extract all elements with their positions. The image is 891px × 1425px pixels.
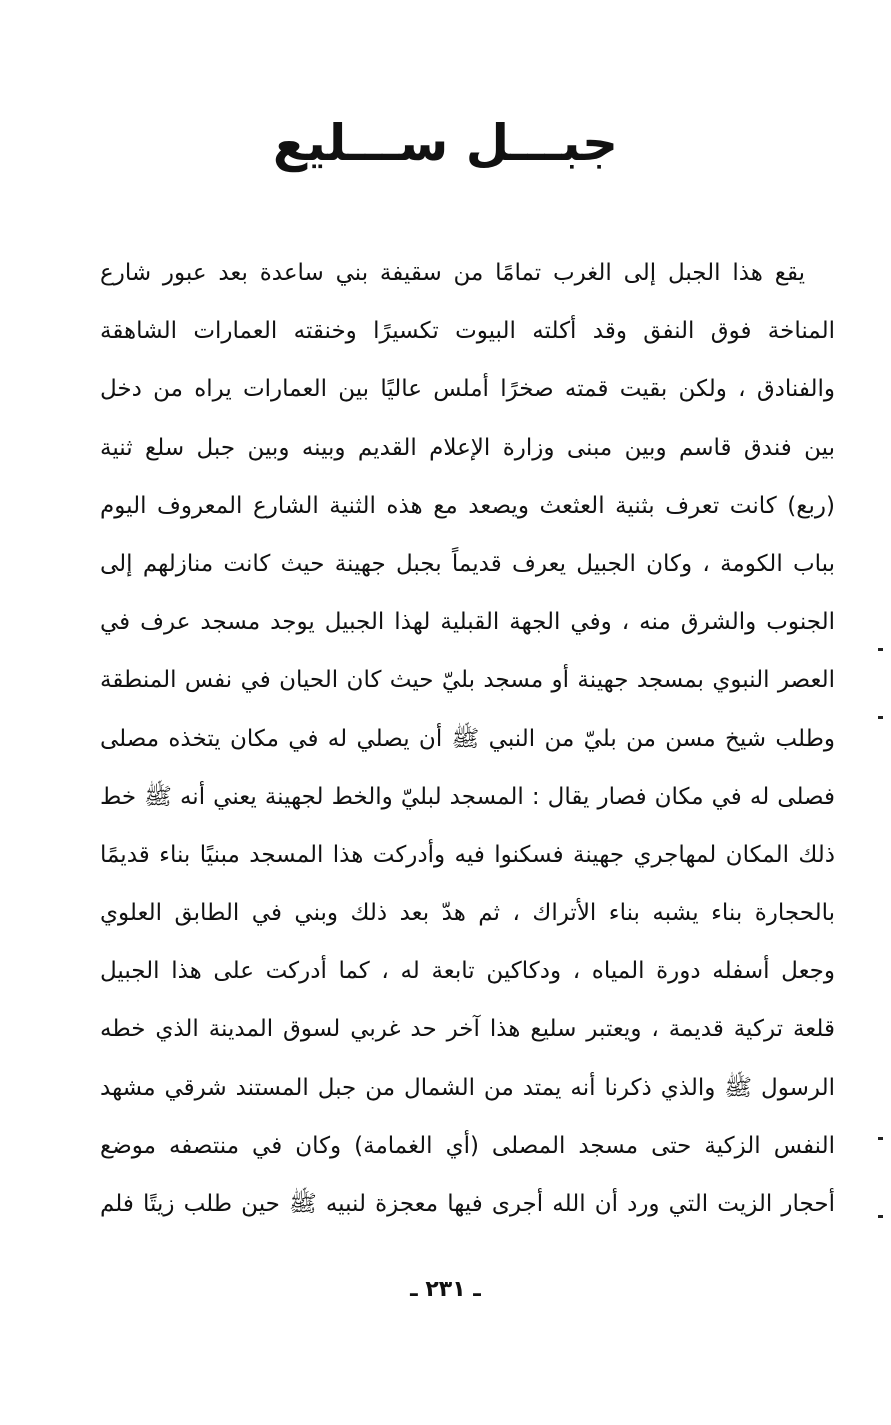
page-number: ـ ٢٣١ ـ: [410, 1277, 481, 1302]
text-line: ذلك المكان لمهاجري جهينة فسكنوا فيه وأدركت هذا المسجد مبنيًا بناء قديمًا: [100, 841, 835, 868]
body-paragraph: [100, 244, 835, 1233]
text-line: بالحجارة بناء يشبه بناء الأتراك ، ثم هدّ بعد ذلك وبني في الطابق العلوي: [100, 900, 835, 927]
text-line: بباب الكومة ، وكان الجبيل يعرف قديماً بجبل جهينة حيث كانت منازلهم إلى: [100, 550, 835, 577]
text-line: والفنادق ، ولكن بقيت قمته صخرًا أملس عاليًا بين العمارات يراه من دخل: [100, 376, 835, 403]
text-line: يقع هذا الجبل إلى الغرب تمامًا من سقيفة بني ساعدة بعد عبور شارع: [100, 260, 805, 286]
text-line: وطلب شيخ مسن من بليّ من النبي ﷺ أن يصلي له في مكان يتخذه مصلى: [100, 725, 835, 752]
text-line: الجنوب والشرق منه ، وفي الجهة القبلية لهذا الجبيل يوجد مسجد عرف في: [100, 609, 835, 636]
text-line: قلعة تركية قديمة ، ويعتبر سليع هذا آخر حد غربي لسوق المدينة الذي خطه: [100, 1016, 835, 1043]
margin-mark: [878, 648, 883, 651]
margin-mark: [878, 1215, 883, 1218]
margin-mark: [878, 716, 883, 719]
text-line: النفس الزكية حتى مسجد المصلى (أي الغمامة) وكان في منتصفه موضع: [100, 1132, 835, 1159]
page-title: جبـــل ســـليع: [272, 114, 619, 172]
text-line: أحجار الزيت التي ورد أن الله أجرى فيها معجزة لنبيه ﷺ حين طلب زيتًا فلم: [100, 1191, 835, 1217]
text-line: الرسول ﷺ والذي ذكرنا أنه يمتد من الشمال من جبل المستند شرقي مشهد: [100, 1074, 835, 1101]
text-line: (ربع) كانت تعرف بثنية العثعث ويصعد مع هذه الثنية الشارع المعروف اليوم: [100, 492, 835, 519]
text-line: بين فندق قاسم وبين مبنى وزارة الإعلام القديم وبينه وبين جبل سلع ثنية: [100, 434, 835, 461]
margin-mark: [878, 1137, 883, 1140]
text-line: العصر النبوي بمسجد جهينة أو مسجد بليّ حيث كان الحيان في نفس المنطقة: [100, 667, 835, 694]
text-line: فصلى له في مكان فصار يقال : المسجد لبليّ والخط لجهينة يعني أنه ﷺ خط: [100, 783, 835, 810]
text-line: وجعل أسفله دورة المياه ، ودكاكين تابعة له ، كما أدركت على هذا الجبيل: [100, 958, 835, 985]
text-line: المناخة فوق النفق وقد أكلته البيوت تكسيرًا وخنقته العمارات الشاهقة: [100, 318, 835, 345]
